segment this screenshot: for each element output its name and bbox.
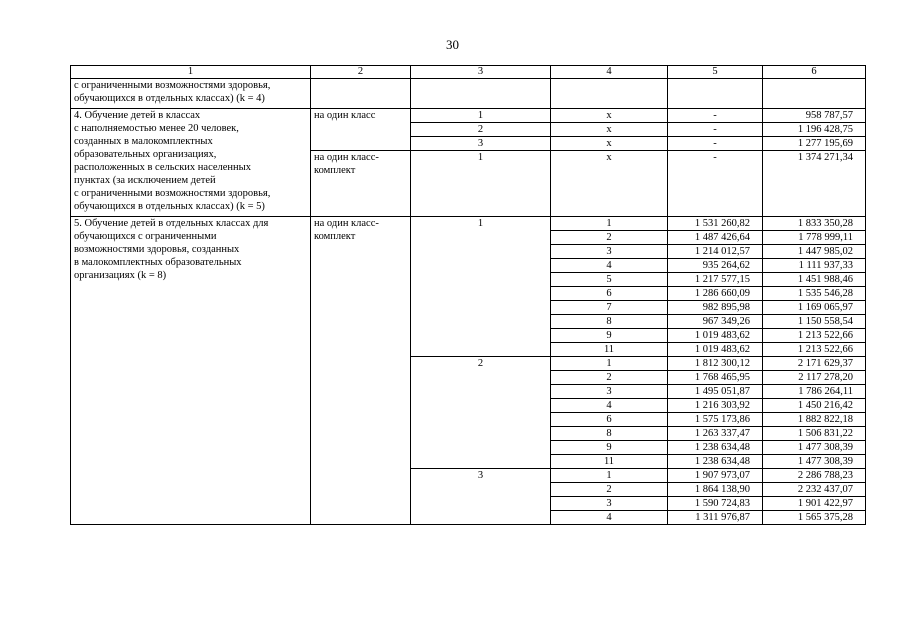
cell-col5: 1 907 973,07 [668, 469, 763, 483]
page-number: 30 [446, 37, 459, 52]
column-header: 1 [71, 66, 311, 79]
cell-col5: 1 864 138,90 [668, 483, 763, 497]
cell-col6: 2 117 278,20 [763, 371, 866, 385]
cell-col5: - [668, 123, 763, 137]
cell-col4: 6 [551, 413, 668, 427]
cell-col6: 1 169 065,97 [763, 301, 866, 315]
cell-col6: 1 213 522,66 [763, 343, 866, 357]
section4-unit-class: на один класс [311, 109, 411, 151]
cell-col5: 967 349,26 [668, 315, 763, 329]
cell-col4: 11 [551, 343, 668, 357]
section4-description: 4. Обучение детей в классах с наполняемостью менее 20 человек, созданных в малокомплектных образовательных организациях, расположенных в сельских населенных пунктах (за исключением детей с ограниченными возможностями здоровья, обучающихся в отдельных классах) (k = 5) [71, 109, 311, 217]
cell-col4: 5 [551, 273, 668, 287]
cell-col4: 4 [551, 259, 668, 273]
column-number-row [71, 66, 866, 79]
cell-col6: 1 535 546,28 [763, 287, 866, 301]
cell-col4: 3 [551, 385, 668, 399]
cell-col6: 1 213 522,66 [763, 329, 866, 343]
cell-col6: 1 778 999,11 [763, 231, 866, 245]
cell-col5: 1 531 260,82 [668, 217, 763, 231]
empty-cell [311, 79, 411, 109]
cell-col4: 2 [551, 231, 668, 245]
group-number: 2 [411, 357, 551, 469]
group-number: 1 [411, 151, 551, 217]
cell-col6: 1 882 822,18 [763, 413, 866, 427]
continuation-row [71, 79, 866, 109]
cell-col5: 1 768 465,95 [668, 371, 763, 385]
cell-col6: 1 786 264,11 [763, 385, 866, 399]
cell-col6: 1 477 308,39 [763, 441, 866, 455]
column-header: 3 [411, 66, 551, 79]
cell-col4: 3 [551, 497, 668, 511]
cell-col5: 1 575 173,86 [668, 413, 763, 427]
cell-col4: 4 [551, 511, 668, 525]
section5-unit: на один класс- комплект [311, 217, 411, 525]
cell-col4: 1 [551, 217, 668, 231]
cell-col6: 2 286 788,23 [763, 469, 866, 483]
continuation-text: с ограниченными возможностями здоровья, обучающихся в отдельных классах) (k = 4) [71, 79, 311, 109]
column-header: 6 [763, 66, 866, 79]
section5-description: 5. Обучение детей в отдельных классах для обучающихся с ограниченными возможностями здоровья, созданных в малокомплектных образовательных организациях (k = 8) [71, 217, 311, 525]
cell-col4: 9 [551, 329, 668, 343]
cell-col5: 1 217 577,15 [668, 273, 763, 287]
cell-col5: 1 495 051,87 [668, 385, 763, 399]
cell-col4: 1 [551, 357, 668, 371]
section5-body [71, 217, 866, 525]
cell-col5: 1 487 426,64 [668, 231, 763, 245]
cell-col5: 1 263 337,47 [668, 427, 763, 441]
cell-col4: 8 [551, 427, 668, 441]
cell-col5: 1 238 634,48 [668, 455, 763, 469]
cell-col6: 1 374 271,34 [763, 151, 866, 217]
group-number: 1 [411, 109, 551, 123]
group-number: 3 [411, 469, 551, 525]
cell-col4: 9 [551, 441, 668, 455]
cell-col4: х [551, 123, 668, 137]
group-number: 3 [411, 137, 551, 151]
cell-col4: 6 [551, 287, 668, 301]
cell-col6: 1 111 937,33 [763, 259, 866, 273]
table-row [71, 109, 866, 123]
cell-col6: 1 447 985,02 [763, 245, 866, 259]
cell-col4: х [551, 137, 668, 151]
cell-col6: 1 450 216,42 [763, 399, 866, 413]
cell-col6: 1 506 831,22 [763, 427, 866, 441]
cell-col5: 1 812 300,12 [668, 357, 763, 371]
column-header: 2 [311, 66, 411, 79]
cell-col4: 8 [551, 315, 668, 329]
cell-col6: 1 451 988,46 [763, 273, 866, 287]
empty-cell [551, 79, 668, 109]
cell-col5: 1 216 303,92 [668, 399, 763, 413]
cell-col4: 7 [551, 301, 668, 315]
cell-col4: 11 [551, 455, 668, 469]
section4-unit-complex: на один класс- комплект [311, 151, 411, 217]
cell-col6: 1 277 195,69 [763, 137, 866, 151]
cell-col4: 1 [551, 469, 668, 483]
cell-col6: 1 565 375,28 [763, 511, 866, 525]
cell-col5: 1 238 634,48 [668, 441, 763, 455]
cell-col5: - [668, 151, 763, 217]
cell-col6: 1 477 308,39 [763, 455, 866, 469]
table-row [71, 217, 866, 231]
empty-cell [411, 79, 551, 109]
cell-col6: 2 232 437,07 [763, 483, 866, 497]
cell-col5: - [668, 109, 763, 123]
cell-col5: 935 264,62 [668, 259, 763, 273]
cell-col6: 1 901 422,97 [763, 497, 866, 511]
cell-col4: х [551, 109, 668, 123]
cell-col6: 958 787,57 [763, 109, 866, 123]
cell-col4: 2 [551, 371, 668, 385]
cell-col5: 1 311 976,87 [668, 511, 763, 525]
group-number: 2 [411, 123, 551, 137]
cell-col4: 4 [551, 399, 668, 413]
empty-cell [763, 79, 866, 109]
cell-col6: 1 833 350,28 [763, 217, 866, 231]
cell-col4: 3 [551, 245, 668, 259]
cell-col5: 1 214 012,57 [668, 245, 763, 259]
cell-col4: 2 [551, 483, 668, 497]
cell-col5: 1 590 724,83 [668, 497, 763, 511]
cell-col4: х [551, 151, 668, 217]
column-header: 5 [668, 66, 763, 79]
column-header: 4 [551, 66, 668, 79]
group-number: 1 [411, 217, 551, 357]
cell-col6: 2 171 629,37 [763, 357, 866, 371]
cell-col5: 982 895,98 [668, 301, 763, 315]
cell-col5: - [668, 137, 763, 151]
cell-col6: 1 196 428,75 [763, 123, 866, 137]
cell-col5: 1 019 483,62 [668, 343, 763, 357]
cost-table [70, 65, 866, 525]
empty-cell [668, 79, 763, 109]
cell-col5: 1 019 483,62 [668, 329, 763, 343]
cell-col6: 1 150 558,54 [763, 315, 866, 329]
cell-col5: 1 286 660,09 [668, 287, 763, 301]
